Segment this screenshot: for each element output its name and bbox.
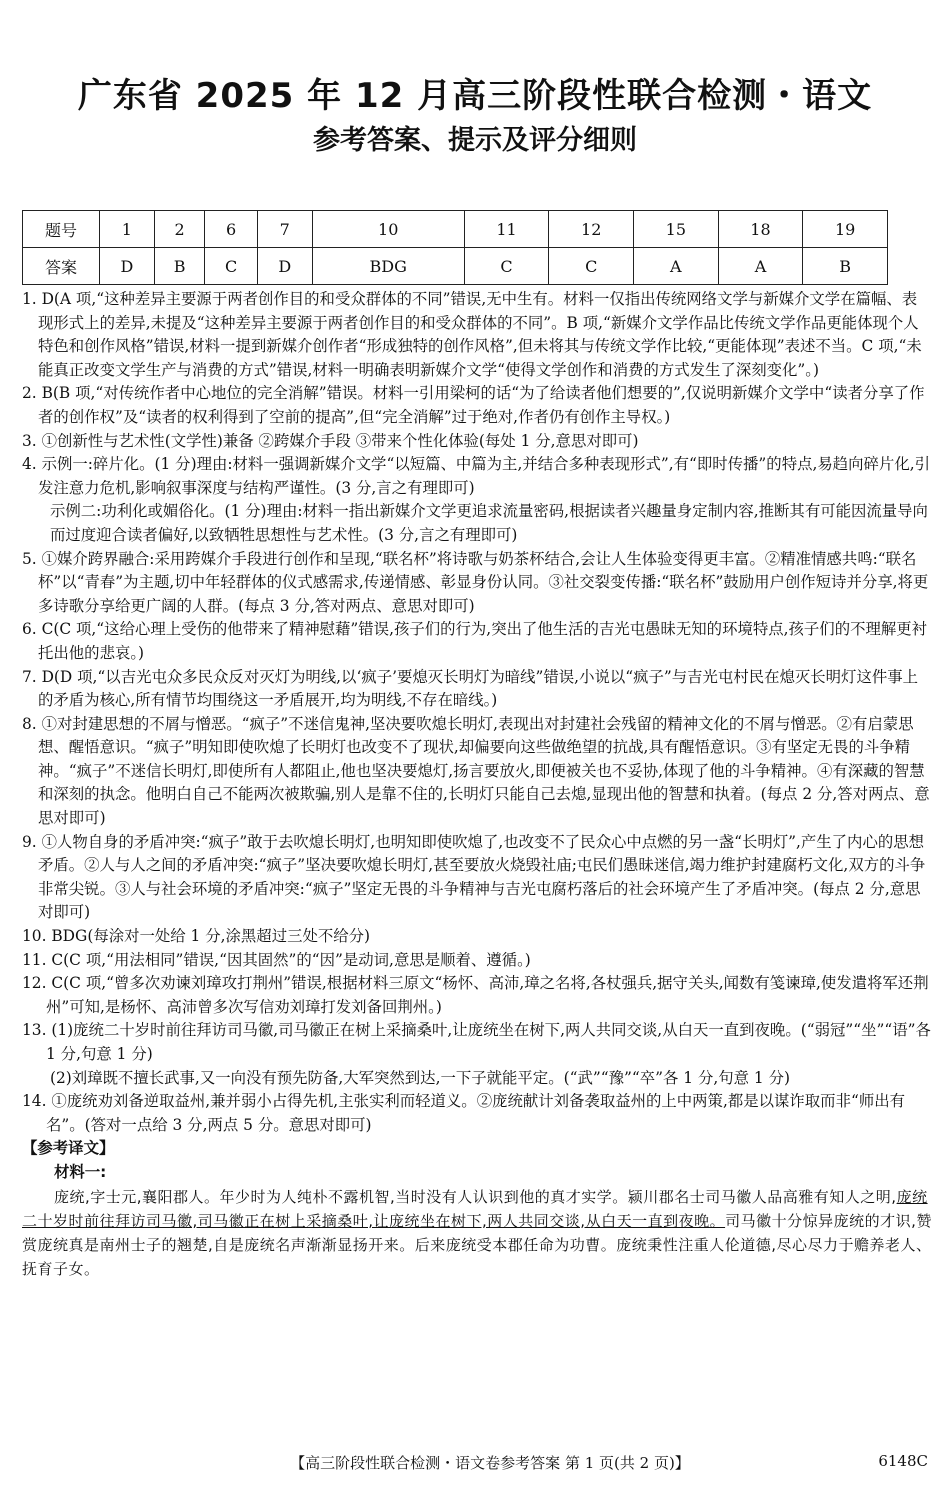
answer-cell: D — [100, 248, 155, 285]
answer-table — [22, 210, 888, 285]
explanation-item-10: 10. BDG(每涂对一处给 1 分,涂黑超过三处不给分) — [22, 927, 371, 946]
answer-cell: C — [205, 248, 258, 285]
question-number-cell: 11 — [464, 211, 549, 248]
question-number-cell: 6 — [205, 211, 258, 248]
question-number-row — [23, 211, 888, 248]
explanation-item-13: 13. (1)庞统二十岁时前往拜访司马徽,司马徽正在树上采摘桑叶,让庞统坐在树下,两人共同交谈,从白天一直到夜晚。(“弱冠”“坐”“语”各 1 分,句意 1 分) — [22, 1021, 931, 1063]
translation-paragraph — [22, 1185, 932, 1281]
question-number-cell: 1 — [100, 211, 155, 248]
translation-material-label: 材料一: — [54, 1162, 107, 1181]
explanation-item-12: 12. C(C 项,“曾多次劝谏刘璋攻打荆州”错误,根据材料三原文“杨怀、高沛,璋之名将,各杖强兵,据守关头,闻数有笺谏璋,使发遣将军还荆州”可知,是杨怀、高沛曾多次写信劝刘璋打发刘备回荆州。) — [22, 974, 929, 1016]
explanation-item-1: 1. D(A 项,“这种差异主要源于两者创作目的和受众群体的不同”错误,无中生有。材料一仅指出传统网络文学与新媒介文学在篇幅、表现形式上的差异,未提及“这种差异主要源于两者创作目的和受众群体的不同”。B 项,“新媒介文学作品比传统文学作品更能体现个人特色和创作风格”错误,材料一提到新媒介创作者“形成独特的创作风格”,但未将其与传统文学作比较,“更能体现”表述不当。C 项,“未能真正改变文学生产与消费的方式”错误,材料一明确表明新媒介文学“使得文学创作和消费的方式发生了深刻变化”。) — [22, 290, 922, 379]
answer-cell: BDG — [312, 248, 464, 285]
answer-row — [23, 248, 888, 285]
explanation-item-5: 5. ①媒介跨界融合:采用跨媒介手段进行创作和呈现,“联名杯”将诗歌与奶茶杯结合,会让人生体验变得更丰富。②精准情感共鸣:“联名杯”以“青春”为主题,切中年轻群体的仪式感需求,传递情感、彰显身份认同。③社交裂变传播:“联名杯”鼓励用户创作短诗并分享,将更多诗歌分享给更广阔的人群。(每点 3 分,答对两点、意思对即可) — [22, 549, 929, 615]
answer-explanations — [22, 288, 932, 1281]
footer-paper-code: 6148C — [878, 1452, 928, 1470]
explanation-item-2: 2. B(B 项,“对传统作者中心地位的完全消解”错误。材料一引用梁柯的话“为了给读者他们想要的”,仅说明新媒介文学中“读者分享了作者的创作权”及“读者的权利得到了空前的提高”,但“完全消解”过于绝对,作者仍有创作主导权。) — [22, 384, 925, 426]
question-number-cell: 19 — [803, 211, 888, 248]
answer-cell: B — [154, 248, 205, 285]
explanation-item-14: 14. ①庞统劝刘备逆取益州,兼并弱小占得先机,主张实利而轻道义。②庞统献计刘备袭取益州的上中两策,都是以谋诈取而非“师出有名”。(答对一点给 3 分,两点 5 分。意思对即可) — [22, 1092, 906, 1134]
row-label-answer: 答案 — [23, 248, 100, 285]
explanation-item-4-example-2: 示例二:功利化或媚俗化。(1 分)理由:材料一指出新媒介文学更追求流量密码,根据读者兴趣量身定制内容,推断其有可能因流量导向而过度迎合读者偏好,以致牺牲思想性与艺术性。(3 分,言之有理即可) — [50, 502, 928, 544]
question-number-cell: 10 — [312, 211, 464, 248]
answer-cell: C — [549, 248, 634, 285]
question-number-cell: 7 — [257, 211, 312, 248]
question-number-cell: 15 — [634, 211, 719, 248]
explanation-item-7: 7. D(D 项,“以吉光屯众多民众反对灭灯为明线,以‘疯子’要熄灭长明灯为暗线”错误,小说以“疯子”与吉光屯村民在熄灭长明灯这件事上的矛盾为核心,所有情节均围绕这一矛盾展开,均为明线,不存在暗线。) — [22, 667, 919, 710]
answer-cell: A — [718, 248, 803, 285]
answer-cell: A — [634, 248, 719, 285]
question-number-cell: 18 — [718, 211, 803, 248]
answer-cell: C — [464, 248, 549, 285]
row-label-question: 题号 — [23, 211, 100, 248]
explanation-item-9: 9. ①人物自身的矛盾冲突:“疯子”敢于去吹熄长明灯,也明知即使吹熄了,也改变不了民众心中点燃的另一盏“长明灯”,产生了内心的思想矛盾。②人与人之间的矛盾冲突:“疯子”坚决要吹熄长明灯,甚至要放火烧毁社庙;屯民们愚昧迷信,竭力维护封建腐朽文化,双方的斗争非常尖锐。③人与社会环境的矛盾冲突:“疯子”坚定无畏的斗争精神与吉光屯腐朽落后的社会环境产生了矛盾冲突。(每点 2 分,意思对即可) — [22, 832, 926, 922]
footer-page-info: 【高三阶段性联合检测・语文卷参考答案 第 1 页(共 2 页)】 — [290, 1454, 690, 1472]
question-number-cell: 2 — [154, 211, 205, 248]
question-number-cell: 12 — [549, 211, 634, 248]
translation-text-end: 司马徽十分惊异庞统的才识,赞赏庞统真是南州士子的翘楚,自是庞统名声渐渐显扬开来。后来庞统受本郡任命为功曹。庞统秉性注重人伦道德,尽心尽力于赡养老人、抚育子女。 — [22, 1211, 932, 1278]
answer-cell: B — [803, 248, 888, 285]
translation-heading: 【参考译文】 — [22, 1139, 115, 1158]
explanation-item-11: 11. C(C 项,“用法相同”错误,“因其固然”的“因”是动词,意思是顺着、遵循。) — [22, 950, 531, 969]
explanation-item-13-part-2: (2)刘璋既不擅长武事,又一向没有预先防备,大军突然到达,一下子就能平定。(“武”“豫”“卒”各 1 分,句意 1 分) — [50, 1068, 790, 1087]
document-title: 广东省 2025 年 12 月高三阶段性联合检测・语文 — [77, 76, 873, 116]
answer-cell: D — [257, 248, 312, 285]
explanation-item-4: 4. 示例一:碎片化。(1 分)理由:材料一强调新媒介文学“以短篇、中篇为主,并结合多种表现形式”,有“即时传播”的特点,易趋向碎片化,引发注意力危机,影响叙事深度与结构严谨性。(3 分,言之有理即可) — [22, 455, 930, 497]
explanation-item-8: 8. ①对封建思想的不屑与憎恶。“疯子”不迷信鬼神,坚决要吹熄长明灯,表现出对封建社会残留的精神文化的不屑与憎恶。②有启蒙思想、醒悟意识。“疯子”明知即使吹熄了长明灯也改变不了现状,却偏要向这些做绝望的抗战,具有醒悟意识。③有坚定无畏的斗争精神。“疯子”不迷信长明灯,即使所有人都阻止,他也坚决要熄灯,扬言要放火,即便被关也不妥协,体现了他的斗争精神。④有深藏的智慧和深刻的执念。他明白自己不能两次被欺骗,别人是靠不住的,长明灯只能自己去熄,显现出他的智慧和执着。(每点 2 分,答对两点、意思对即可) — [22, 714, 930, 828]
explanation-item-3: 3. ①创新性与艺术性(文学性)兼备 ②跨媒介手段 ③带来个性化体验(每处 1 分,意思对即可) — [22, 431, 639, 450]
document-subtitle: 参考答案、提示及评分细则 — [313, 125, 637, 156]
translation-text-start: 庞统,字士元,襄阳郡人。年少时为人纯朴不露机智,当时没有人认识到他的真才实学。颍川郡名士司马徽人品高雅有知人之明, — [54, 1187, 897, 1206]
explanation-item-6: 6. C(C 项,“这给心理上受伤的他带来了精神慰藉”错误,孩子们的行为,突出了他生活的吉光屯愚昧无知的环境特点,孩子们的不理解更衬托出他的悲哀。) — [22, 620, 928, 662]
translation-underlined-text: 庞统二十岁时前往拜访司马徽,司马徽正在树上采摘桑叶,让庞统坐在树下,两人共同交谈,从白天一直到夜晚。 — [22, 1187, 928, 1230]
